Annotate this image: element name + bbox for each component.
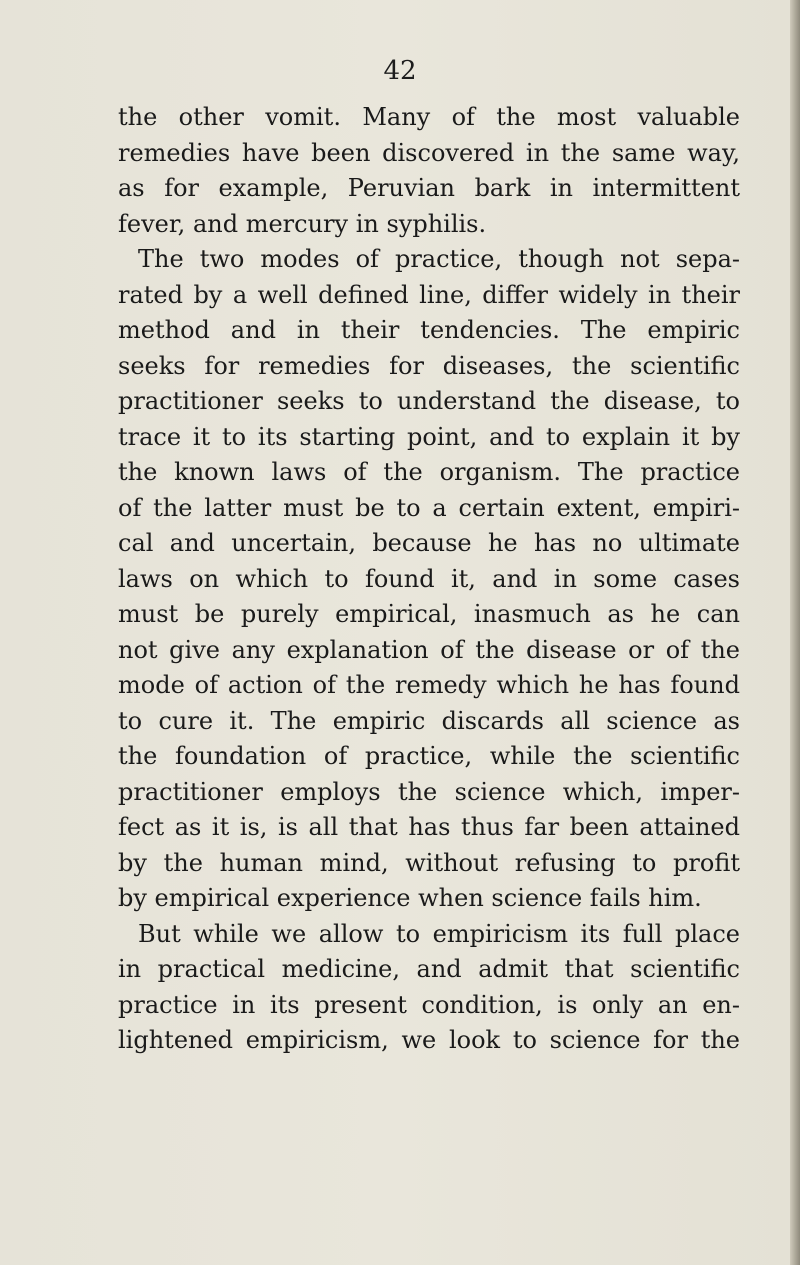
text-line: But while we allow to empiricism its full place (138, 919, 740, 948)
text-line: remedies have been discovered in the same way, (118, 138, 740, 167)
text-line: as for example, Peruvian bark in intermittent (118, 174, 740, 202)
text-line: in practical medicine, and admit that scientific (118, 955, 740, 983)
text-line: lightened empiricism, we look to science for the (118, 1026, 740, 1054)
text-line: by the human mind, without refusing to profit (118, 848, 740, 877)
text-line: trace it to its starting point, and to explain it by (118, 422, 740, 451)
body-text (118, 100, 740, 1059)
text-line: practitioner employs the science which, imper- (118, 777, 740, 806)
text-line: of the latter must be to a certain extent, empiri- (118, 493, 740, 522)
text-line: the other vomit. Many of the most valuable (118, 103, 740, 131)
page-number: 42 (383, 56, 417, 86)
text-line: seeks for remedies for diseases, the scientific (118, 351, 740, 380)
text-line: fever, and mercury in syphilis. (118, 209, 487, 238)
text-line: practitioner seeks to understand the disease, to (118, 387, 740, 415)
text-line: must be purely empirical, inasmuch as he can (118, 600, 740, 628)
text-line: the foundation of practice, while the scientific (118, 742, 740, 770)
text-line: method and in their tendencies. The empiric (118, 316, 740, 344)
text-line: laws on which to found it, and in some cases (118, 564, 740, 593)
text-line: mode of action of the remedy which he has found (118, 671, 740, 699)
text-line: not give any explanation of the disease or of the (118, 635, 740, 664)
text-line: fect as it is, is all that has thus far been attained (118, 813, 740, 841)
text-line: by empirical experience when science fails him. (118, 884, 702, 912)
text-line: The two modes of practice, though not sepa- (138, 245, 740, 273)
text-line: practice in its present condition, is only an en- (118, 990, 740, 1019)
text-line: to cure it. The empiric discards all science as (118, 706, 740, 735)
text-line: cal and uncertain, because he has no ultimate (118, 529, 740, 557)
page-edge (790, 0, 800, 1265)
text-line: rated by a well defined line, differ widely in their (118, 280, 740, 309)
text-line: the known laws of the organism. The practice (118, 458, 740, 486)
